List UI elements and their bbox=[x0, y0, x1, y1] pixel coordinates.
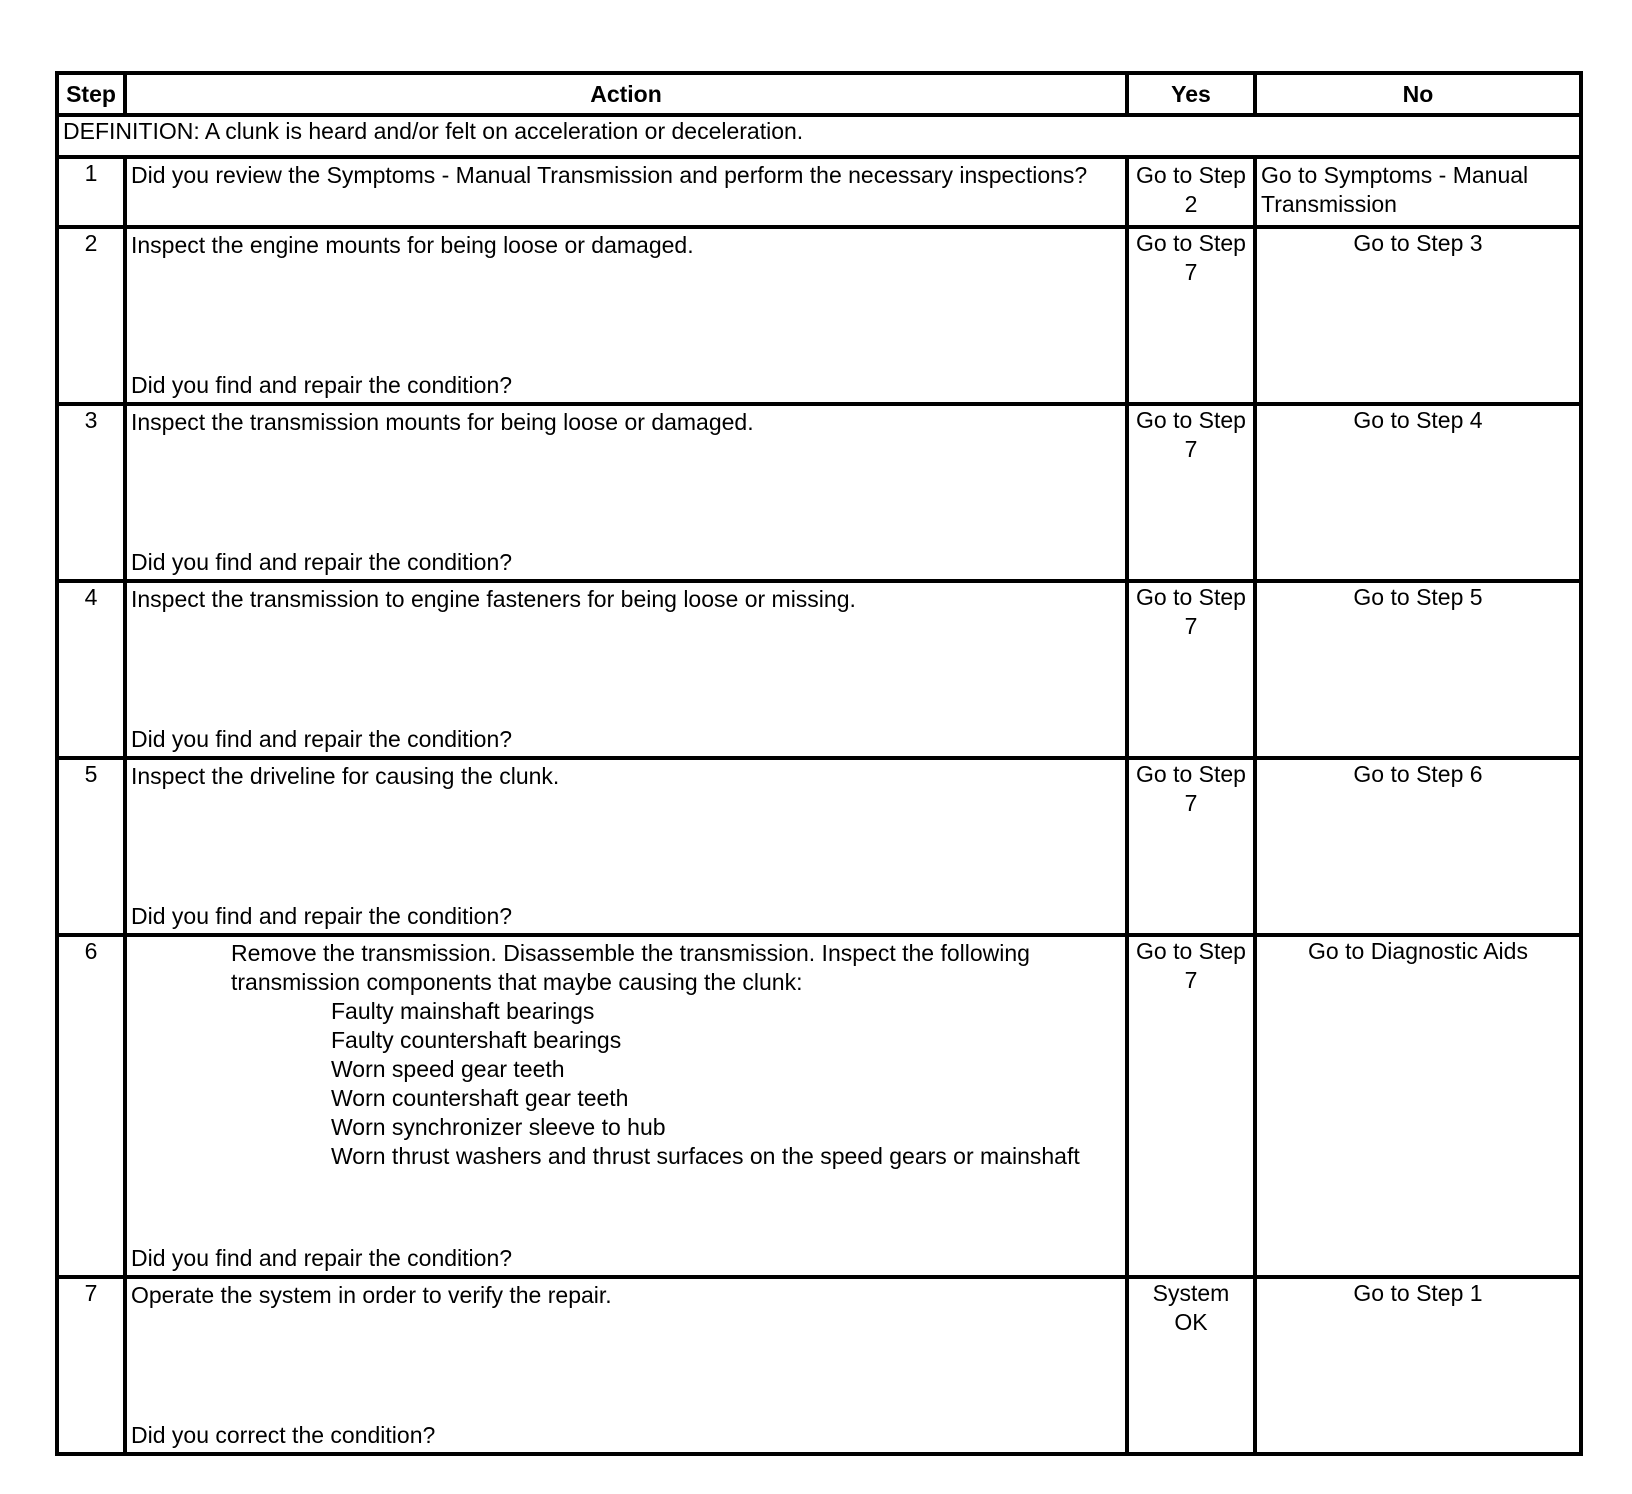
action-question: Did you find and repair the condition? bbox=[131, 726, 513, 752]
list-item: Worn countershaft gear teeth bbox=[331, 1085, 629, 1111]
table-row-step-7 bbox=[57, 1277, 1581, 1454]
action-cell bbox=[125, 935, 1127, 1277]
yes-result: System OK bbox=[1127, 1277, 1255, 1454]
step-number: 4 bbox=[57, 581, 125, 758]
table-row-step-6 bbox=[57, 935, 1581, 1277]
no-result: Go to Step 3 bbox=[1255, 227, 1581, 404]
yes-result: Go to Step 2 bbox=[1127, 157, 1255, 227]
table-row-step-4 bbox=[57, 581, 1581, 758]
step-number: 5 bbox=[57, 758, 125, 935]
diagnostic-table bbox=[55, 71, 1583, 1456]
yes-result: Go to Step 7 bbox=[1127, 227, 1255, 404]
no-result: Go to Step 4 bbox=[1255, 404, 1581, 581]
yes-result: Go to Step 7 bbox=[1127, 581, 1255, 758]
list-item: Worn speed gear teeth bbox=[331, 1056, 565, 1082]
yes-result: Go to Step 7 bbox=[1127, 404, 1255, 581]
action-cell bbox=[125, 227, 1127, 404]
step-number: 2 bbox=[57, 227, 125, 404]
header-no: No bbox=[1255, 73, 1581, 115]
header-action: Action bbox=[125, 73, 1127, 115]
header-yes: Yes bbox=[1127, 73, 1255, 115]
action-question: Did you find and repair the condition? bbox=[131, 903, 513, 929]
table-row-step-3 bbox=[57, 404, 1581, 581]
action-text: Did you review the Symptoms - Manual Transmission and perform the necessary inspections? bbox=[131, 162, 1088, 188]
header-step: Step bbox=[57, 73, 125, 115]
action-question: Did you correct the condition? bbox=[131, 1422, 436, 1448]
step-number: 1 bbox=[57, 157, 125, 227]
no-result: Go to Step 5 bbox=[1255, 581, 1581, 758]
step-number: 7 bbox=[57, 1277, 125, 1454]
header-row bbox=[57, 73, 1581, 115]
no-result: Go to Diagnostic Aids bbox=[1255, 935, 1581, 1277]
list-item: Worn synchronizer sleeve to hub bbox=[331, 1114, 666, 1140]
action-cell bbox=[125, 581, 1127, 758]
action-instruction: Operate the system in order to verify the repair. bbox=[131, 1282, 612, 1308]
action-cell bbox=[125, 157, 1127, 227]
no-result: Go to Step 6 bbox=[1255, 758, 1581, 935]
list-item: Faulty countershaft bearings bbox=[331, 1027, 622, 1053]
definition-text: DEFINITION: A clunk is heard and/or felt on acceleration or deceleration. bbox=[57, 115, 1581, 157]
list-item: Worn thrust washers and thrust surfaces on the speed gears or mainshaft bbox=[331, 1143, 1080, 1169]
step-number: 6 bbox=[57, 935, 125, 1277]
yes-result: Go to Step 7 bbox=[1127, 935, 1255, 1277]
list-item: Faulty mainshaft bearings bbox=[331, 998, 595, 1024]
action-question: Did you find and repair the condition? bbox=[131, 549, 513, 575]
action-instruction: Inspect the engine mounts for being loose or damaged. bbox=[131, 232, 694, 258]
action-question: Did you find and repair the condition? bbox=[131, 1245, 513, 1271]
action-cell bbox=[125, 1277, 1127, 1454]
yes-result: Go to Step 7 bbox=[1127, 758, 1255, 935]
table-row-step-5 bbox=[57, 758, 1581, 935]
action-instruction: Inspect the transmission to engine fasteners for being loose or missing. bbox=[131, 586, 856, 612]
action-instruction: Inspect the driveline for causing the clunk. bbox=[131, 763, 560, 789]
action-question: Did you find and repair the condition? bbox=[131, 372, 513, 398]
table-row-step-1 bbox=[57, 157, 1581, 227]
action-cell bbox=[125, 758, 1127, 935]
action-instruction: Remove the transmission. Disassemble the transmission. Inspect the following transmission components that maybe causing the clunk: bbox=[231, 940, 1030, 995]
action-instruction-block bbox=[231, 939, 1115, 1171]
step-number: 3 bbox=[57, 404, 125, 581]
definition-row bbox=[57, 115, 1581, 157]
action-cell bbox=[125, 404, 1127, 581]
no-result: Go to Symptoms - Manual Transmission bbox=[1255, 157, 1581, 227]
action-instruction: Inspect the transmission mounts for being loose or damaged. bbox=[131, 409, 754, 435]
table-row-step-2 bbox=[57, 227, 1581, 404]
no-result: Go to Step 1 bbox=[1255, 1277, 1581, 1454]
component-list bbox=[231, 997, 1115, 1171]
